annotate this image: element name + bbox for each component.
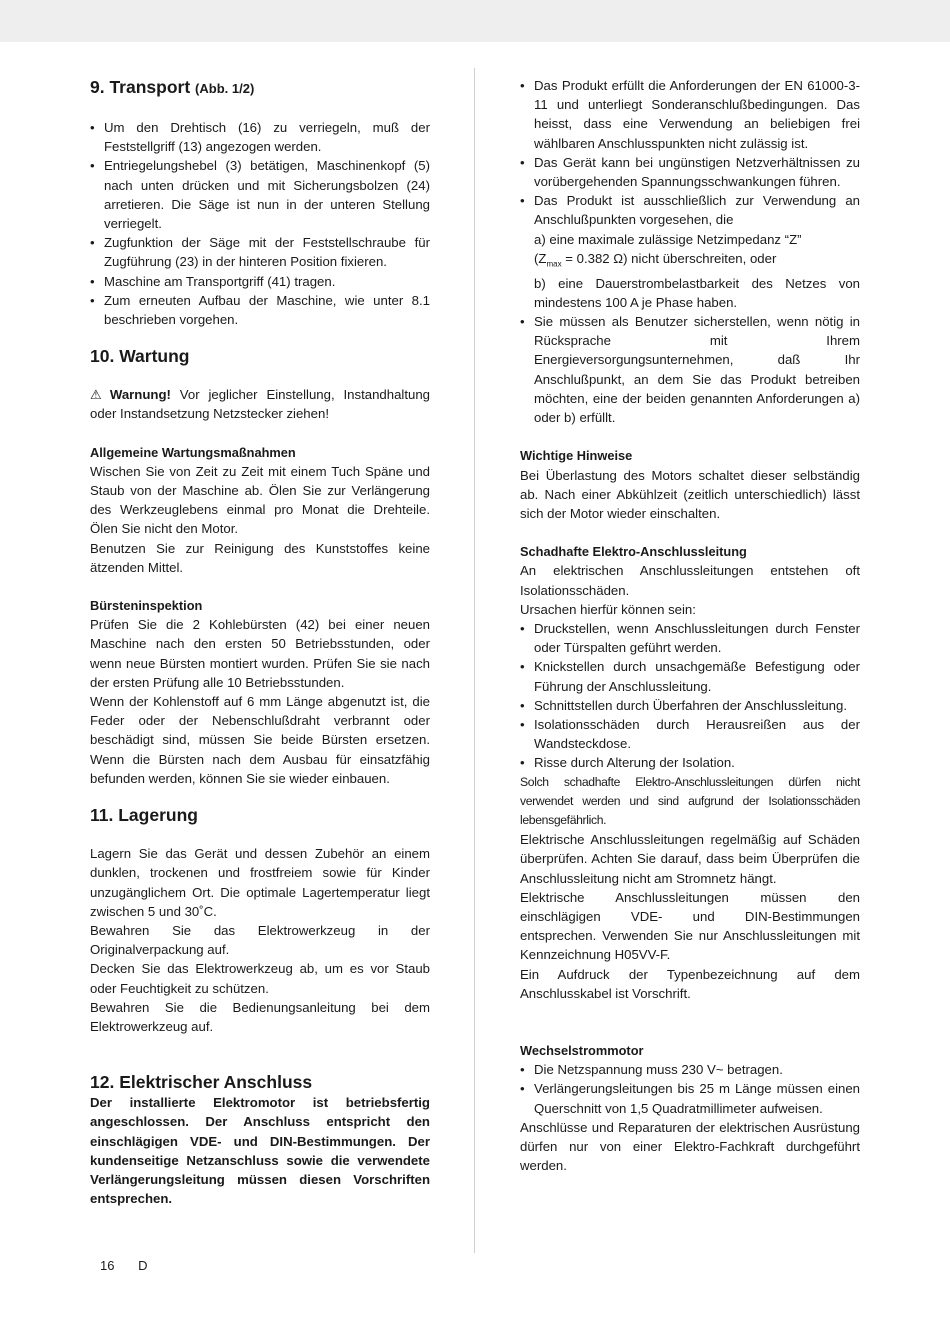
general-maintenance-text: Wischen Sie von Zeit zu Zeit mit einem Tuch Späne und Staub von der Maschine ab. Ölen Sie zur Verlängerung des Werkzeuglebens einmal pro Monat die Drehteile. Ölen Sie nicht den Motor.	[90, 463, 430, 537]
leitung-imprint-text: Ein Aufdruck der Typenbezeichnung auf dem Anschlusskabel ist Vorschrift.	[520, 966, 860, 1001]
impedance-list-item	[520, 191, 860, 312]
storage-packaging-text: Bewahren Sie das Elektrowerkzeug in der Originalverpackung auf.	[90, 922, 430, 958]
list-item: • Maschine am Transportgriff (41) tragen.	[90, 272, 430, 291]
list-item: • Druckstellen, wenn Anschlussleitungen durch Fenster oder Türspalten geführt werden.	[520, 619, 860, 657]
leitung-standards-text: Elektrische Anschlussleitungen müssen den einschlägigen VDE- und DIN-Bestimmungen entsprechen. Verwenden Sie nur Anschlussleitungen mit Kennzeichnung H05VV-F.	[520, 889, 860, 963]
leitung-intro: An elektrischen Anschlussleitungen entstehen oft Isolationsschäden.	[520, 563, 860, 598]
list-item: • Zugfunktion der Säge mit der Feststellschraube für Zugführung (23) in der hinteren Position fixieren.	[90, 233, 430, 271]
list-item: • Um den Drehtisch (16) zu verriegeln, muß der Feststellgriff (13) angezogen werden.	[90, 118, 430, 156]
transport-title-reference: (Abb. 1/2)	[195, 81, 255, 96]
list-item: • Das Produkt erfüllt die Anforderungen der EN 61000-3-11 und unterliegt Sonderanschlußbedingungen. Das heisst, dass eine Verwendung an beliebigen frei wählbaren Anschlusspunkten nicht zulässig ist.	[520, 76, 860, 153]
general-maintenance-heading: Allgemeine Wartungsmaßnahmen	[90, 444, 296, 460]
transport-title	[90, 76, 430, 100]
transport-title-text: 9. Transport	[90, 77, 191, 97]
zmax-subscript: max	[546, 259, 562, 269]
leitung-danger-text: Solch schadhafte Elektro-Anschlussleitungen dürfen nicht verwendet werden und sind aufgrund der Isolationsschäden lebensgefährlich.	[520, 774, 860, 827]
en-requirements-list	[520, 76, 860, 427]
motor-list	[520, 1060, 860, 1118]
right-column	[520, 76, 860, 1175]
hinweise-heading: Wichtige Hinweise	[520, 448, 633, 464]
list-item: • Die Netzspannung muss 230 V~ betragen.	[520, 1060, 860, 1079]
list-item: • Knickstellen durch unsachgemäße Befestigung oder Führung der Anschlussleitung.	[520, 657, 860, 695]
zmax-rest: = 0.382 Ω) nicht überschreiten, oder	[561, 250, 777, 266]
list-item: • Sie müssen als Benutzer sicherstellen, wenn nötig in Rücksprache mit Ihrem Energieversorgungsunternehmen, daß Ihr Anschlußpunkt, an dem Sie das Produkt betreiben möchten, eine der beiden genannten Anforderungen a) oder b) erfüllt.	[520, 312, 860, 427]
language-code: D	[138, 1258, 148, 1273]
wartung-title: 10. Wartung	[90, 346, 190, 367]
motor-heading: Wechselstrommotor	[520, 1042, 644, 1058]
transport-list	[90, 118, 430, 329]
page-footer	[100, 1256, 147, 1275]
list-item: • Schnittstellen durch Überfahren der Anschlussleitung.	[520, 696, 860, 715]
impedance-line-b: b) eine Dauerstrombelastbarkeit des Netzes von mindestens 100 A je Phase haben.	[534, 275, 860, 310]
list-item: • Zum erneuten Aufbau der Maschine, wie unter 8.1 beschrieben vorgehen.	[90, 291, 430, 329]
page-number: 16	[100, 1258, 115, 1273]
storage-manual-text: Bewahren Sie die Bedienungsanleitung bei dem Elektrowerkzeug auf.	[90, 999, 430, 1034]
list-item: • Isolationsschäden durch Herausreißen aus der Wandsteckdose.	[520, 715, 860, 753]
zmax-open: (Z	[534, 250, 547, 266]
impedance-intro: Das Produkt ist ausschließlich zur Verwendung an Anschlußpunkten vorgesehen, die	[534, 193, 860, 228]
warning-text: Vor jeglicher Einstellung, Instandhaltung oder Instandsetzung Netzstecker ziehen!	[90, 387, 431, 422]
leitung-check-text: Elektrische Anschlussleitungen regelmäßig auf Schäden überprüfen. Achten Sie darauf, dass beim Überprüfen die Anschlussleitung nicht am Stromnetz hängt.	[520, 832, 860, 886]
top-header-bar	[0, 0, 950, 42]
hinweise-text: Bei Überlastung des Motors schaltet dieser selbständig ab. Nach einer Abkühlzeit (zeitlich unterschiedlich) lässt sich der Motor wieder einschalten.	[520, 467, 860, 521]
leitung-list	[520, 619, 860, 773]
anschluss-title: 12. Elektrischer Anschluss	[90, 1072, 313, 1093]
left-column	[90, 76, 430, 1208]
warning-label: Warnung!	[109, 387, 171, 403]
plastic-cleaning-text: Benutzen Sie zur Reinigung des Kunststoffes keine ätzenden Mittel.	[90, 540, 430, 575]
anschluss-bold-text: Der installierte Elektromotor ist betriebsfertig angeschlossen. Der Anschluss entspricht den einschlägigen VDE- und DIN-Bestimmungen. Der kundenseitige Netzanschluss sowie die verwendete Verlängerungsleitung müssen diesen Vorschriften entsprechen.	[90, 1095, 430, 1207]
storage-cover-text: Decken Sie das Elektrowerkzeug ab, um es vor Staub oder Feuchtigkeit zu schützen.	[90, 961, 430, 996]
list-item: • Risse durch Alterung der Isolation.	[520, 753, 860, 772]
leitung-causes: Ursachen hierfür können sein:	[520, 601, 696, 617]
list-item: • Verlängerungsleitungen bis 25 m Länge müssen einen Querschnitt von 1,5 Quadratmillimeter aufweisen.	[520, 1079, 860, 1117]
brush-inspection-heading: Bürsteninspektion	[90, 598, 203, 614]
leitung-heading: Schadhafte Elektro-Anschlussleitung	[520, 544, 747, 560]
brush-inspection-text: Prüfen Sie die 2 Kohlebürsten (42) bei einer neuen Maschine nach den ersten 50 Betriebsstunden, oder wenn neue Bürsten montiert wurden. Prüfen Sie sie nach der ersten Prüfung alle 10 Betriebsstunden.	[90, 617, 430, 690]
list-item: • Entriegelungshebel (3) betätigen, Maschinenkopf (5) nach unten drücken und mit Sicherungsbolzen (24) arretieren. Die Säge ist nun in der unteren Stellung verriegelt.	[90, 156, 430, 233]
list-item: • Das Gerät kann bei ungünstigen Netzverhältnissen zu vorübergehenden Spannungsschwankungen führen.	[520, 153, 860, 191]
brush-replacement-text: Wenn der Kohlenstoff auf 6 mm Länge abgenutzt ist, die Feder oder der Nebenschlußdraht verbrannt oder beschädigt sind, müssen Sie beide Bürsten ersetzen. Wenn die Bürsten nach dem Ausbau für einsatzfähig befunden werden, können Sie sie wieder einbauen.	[90, 694, 430, 786]
warning-triangle-icon: ⚠	[90, 387, 107, 403]
warning-paragraph	[90, 385, 430, 423]
motor-repair-text: Anschlüsse und Reparaturen der elektrischen Ausrüstung dürfen nur von einer Elektro-Fachkraft durchgeführt werden.	[520, 1119, 860, 1174]
lagerung-title: 11. Lagerung	[90, 805, 198, 826]
storage-text: Lagern Sie das Gerät und dessen Zubehör an einem dunklen, trockenen und frostfreiem sowie für Kinder unzugänglichem Ort. Die optimale Lagertemperatur liegt zwischen 5 und 30˚C.	[90, 846, 430, 919]
impedance-line-a: a) eine maximale zulässige Netzimpedanz “Z”	[534, 231, 802, 247]
column-divider	[474, 68, 475, 1253]
